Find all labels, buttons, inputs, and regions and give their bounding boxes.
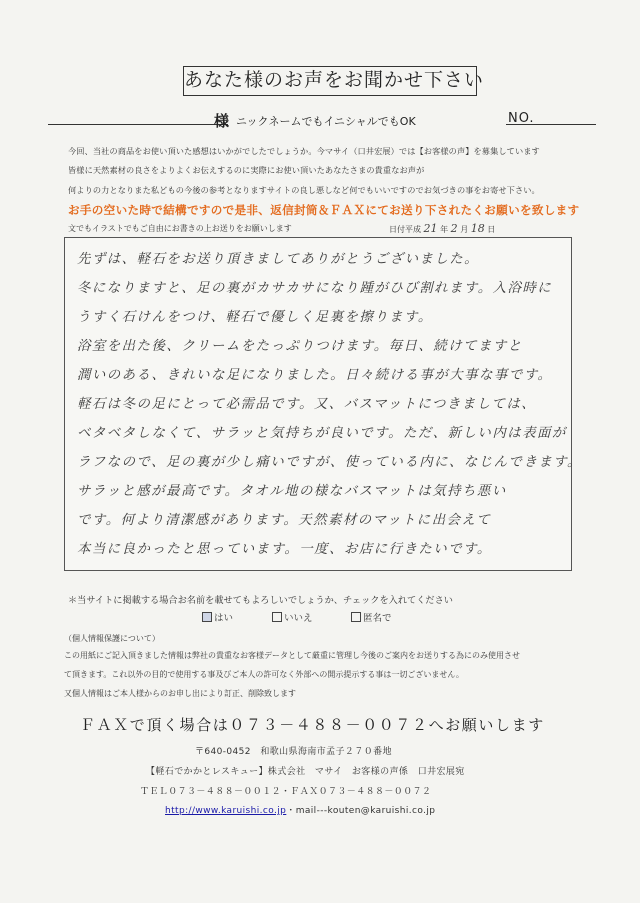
checkbox-icon[interactable]: [351, 612, 361, 622]
comment-line: 本当に良かったと思っています。一度、お店に行きたいです。: [77, 542, 492, 557]
contact-links: [165, 803, 435, 816]
number-label: NO.: [508, 111, 535, 126]
checkbox-icon[interactable]: [272, 612, 282, 622]
date-day: 18: [470, 222, 485, 235]
consent-option-no[interactable]: [272, 610, 313, 624]
intro-line-3: 何よりの力となりまた私どもの今後の参考となりますサイトの良し悪しなど何でもいいですのでお気づきの事をお寄せ下さい。: [68, 185, 540, 195]
consent-option-label: いいえ: [284, 613, 313, 624]
mail-address[interactable]: ・mail---kouten@karuishi.co.jp: [286, 806, 436, 816]
date-month-unit: 月: [460, 225, 469, 234]
comment-line: ラフなので、足の裏が少し痛いですが、使っている内に、なじんできます。: [77, 455, 582, 470]
consent-option-yes[interactable]: [202, 610, 233, 624]
privacy-title: （個人情報保護について）: [64, 634, 160, 643]
privacy-line-3: 又個人情報はご本人様からのお申し出により訂正、削除致します: [64, 689, 296, 698]
comment-line: 先ずは、軽石をお送り頂きましてありがとうございました。: [77, 252, 480, 267]
date-field[interactable]: [389, 222, 495, 235]
consent-option-label: 匿名で: [363, 613, 392, 624]
comment-line: サラッと感が最高です。タオル地の様なバスマットは気持ち悪い: [77, 484, 507, 499]
number-field-line[interactable]: [506, 124, 596, 125]
name-field-line[interactable]: [48, 124, 228, 125]
comment-line: です。何より清潔感があります。天然素材のマットに出会えて: [77, 513, 492, 528]
request-message: お手の空いた時で結構ですので是非、返信封筒＆ＦＡＸにてお送り下されたくお願いを致します: [68, 203, 580, 217]
fax-request: ＦＡＸで頂く場合は０７３－４８８－００７２へお願いします: [80, 716, 545, 734]
date-year-unit: 年: [440, 225, 449, 234]
privacy-line-1: この用紙にご記入頂きました情報は弊社の貴重なお客様データとして厳重に管理し今後のご案内をお送りする為にのみ使用させ: [64, 651, 520, 660]
sama-label: 様: [214, 112, 230, 130]
postal-address: 〒640-0452 和歌山県海南市孟子２７０番地: [195, 747, 392, 757]
intro-line-2: 皆様に天然素材の良さをよりよくお伝えするのに実際にお使い頂いたあなたさまの貴重なお声が: [68, 165, 425, 175]
comment-box[interactable]: [64, 237, 582, 571]
company-name: 【軽石でかかとレスキュー】株式会社 マサイ お客様の声係 口井宏展宛: [146, 767, 465, 777]
date-prefix: 日付平成: [389, 225, 421, 234]
form-title: あなた様のお声をお聞かせ下さい: [183, 66, 477, 96]
comment-line: 潤いのある、きれいな足になりました。日々続ける事が大事な事です。: [77, 368, 553, 383]
date-year: 21: [423, 222, 438, 235]
consent-question: ＊当サイトに掲載する場合お名前を載せてもよろしいでしょうか、チェックを入れてください: [68, 595, 453, 606]
comment-line: 軽石は冬の足にとって必需品です。又、バスマットにつきましては、: [77, 397, 537, 412]
free-writing-hint: 文でもイラストでもご自由にお書きの上お送りをお願いします: [68, 224, 292, 233]
date-month: 2: [450, 222, 458, 235]
consent-option-label: はい: [214, 613, 234, 624]
phone-fax: ＴＥＬ０７３－４８８－００１２・ＦＡＸ０７３－４８８－００７２: [140, 787, 432, 797]
comment-line: ベタベタしなくて、サラッと気持ちが良いです。ただ、新しい内は表面が: [77, 426, 567, 441]
date-day-unit: 日: [487, 225, 496, 234]
comment-line: 冬になりますと、足の裏がカサカサになり踵がひび割れます。入浴時に: [77, 281, 553, 296]
website-link[interactable]: http://www.karuishi.co.jp: [165, 806, 287, 816]
checkbox-icon[interactable]: [202, 612, 212, 622]
nickname-note: ニックネームでもイニシャルでもOK: [236, 115, 416, 128]
intro-line-1: 今回、当社の商品をお使い頂いた感想はいかがでしたでしょうか。今マサイ（口井宏展）では【お客様の声】を募集しています: [68, 146, 540, 156]
privacy-line-2: て頂きます。これ以外の目的で使用する事及びご本人の許可なく外部への開示提示する事は一切ございません。: [64, 670, 464, 679]
consent-option-anonymous[interactable]: [351, 610, 392, 624]
comment-line: 浴室を出た後、クリームをたっぷりつけます。毎日、続けてますと: [77, 339, 523, 354]
comment-line: うすく石けんをつけ、軽石で優しく足裏を擦ります。: [77, 310, 433, 325]
